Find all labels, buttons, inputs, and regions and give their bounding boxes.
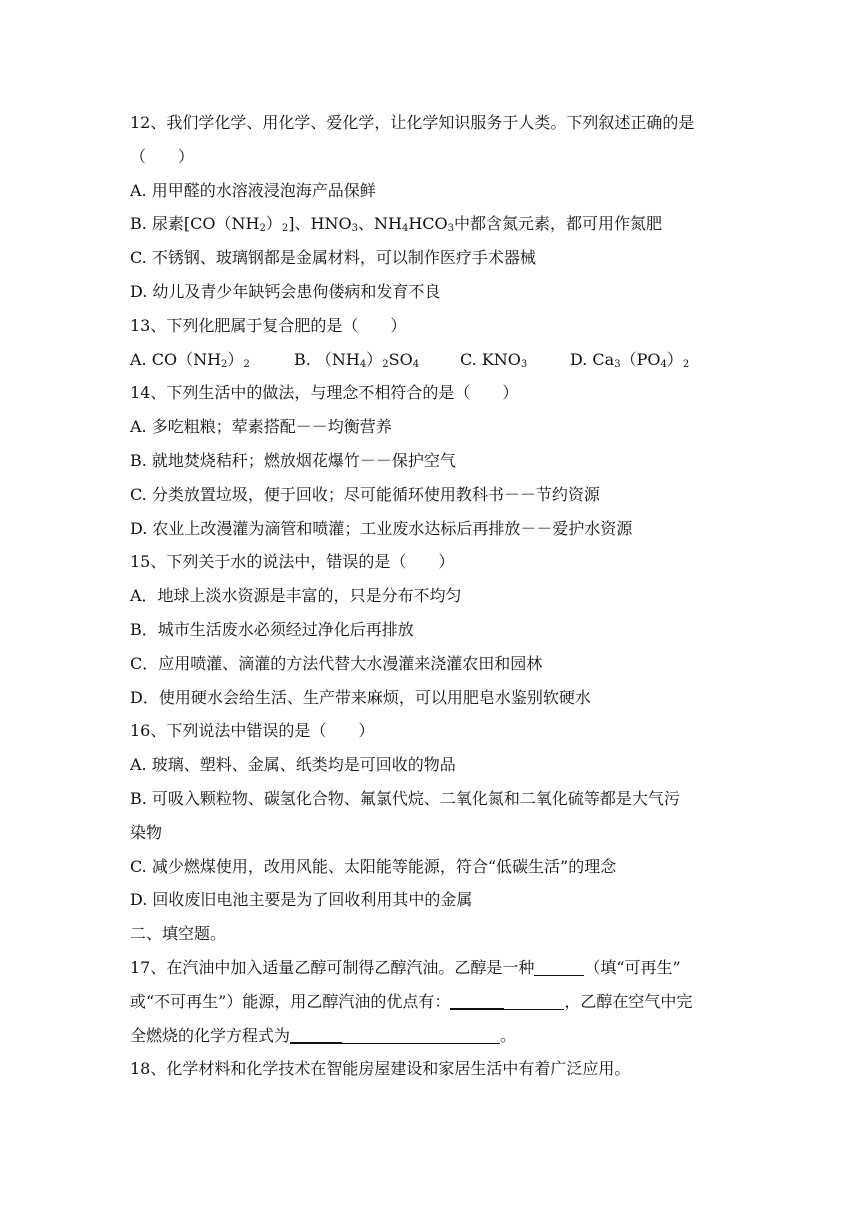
q12-option-d: D. 幼儿及青少年缺钙会患佝偻病和发育不良: [130, 281, 441, 301]
q12-option-a: A. 用甲醛的水溶液浸泡海产品保鲜: [130, 180, 376, 200]
q13-option-b: B. $(NH_4)_2SO_4$: [294, 349, 420, 370]
q17-blank-3a[interactable]: [290, 1026, 342, 1044]
q16-option-a: A. 玻璃、塑料、金属、纸类均是可回收的物品: [130, 755, 456, 775]
q13-option-d: D. $Ca_3(PO_4)_2$: [570, 349, 690, 370]
q14-option-d: D. 农业上改漫灌为滴管和喷灌；工业废水达标后再排放－－爱护水资源: [130, 518, 633, 538]
q14-option-b: B. 就地焚烧秸秆；燃放烟花爆竹－－保护空气: [130, 450, 456, 470]
q14-option-c: C. 分类放置垃圾，便于回收；尽可能循环使用教科书－－节约资源: [130, 484, 600, 504]
q13-option-c: C. $KNO_3$: [460, 349, 528, 370]
q17-blank-2a[interactable]: [450, 992, 504, 1010]
q12-stem-line2: （ ）: [130, 146, 195, 166]
q16-option-b-line2: 染物: [130, 822, 163, 842]
q13-stem: 13、下列化肥属于复合肥的是（ ）: [130, 315, 407, 335]
q14-option-a: A. 多吃粗粮；荤素搭配－－均衡营养: [130, 417, 392, 437]
q13-options: [130, 343, 730, 377]
q12-stem-line1: 12、我们学化学、用化学、爱化学，让化学知识服务于人类。下列叙述正确的是: [130, 113, 695, 132]
q16-stem: 16、下列说法中错误的是（ ）: [130, 721, 375, 741]
q15-option-a: A．地球上淡水资源是丰富的，只是分布不均匀: [130, 586, 462, 606]
q16-option-c: C. 减少燃煤使用，改用风能、太阳能等能源，符合“低碳生活”的理念: [130, 856, 617, 876]
q17-blank-2b[interactable]: [504, 993, 564, 1010]
q12-option-b: B. 尿素$[CO(NH_2)_2]$、$HNO_3$、$NH_4HCO_3$中都含氮元素，都可用作氮肥: [130, 214, 663, 235]
q15-option-c: C．应用喷灌、滴灌的方法代替大水漫灌来浇灌农田和园林: [130, 653, 543, 673]
q15-option-b: B．城市生活废水必须经过净化后再排放: [130, 619, 414, 639]
q12-option-c: C. 不锈钢、玻璃钢都是金属材料，可以制作医疗手术器械: [130, 248, 536, 268]
q15-option-d: D．使用硬水会给生活、生产带来麻烦，可以用肥皂水鉴别软硬水: [130, 687, 591, 707]
q15-stem: 15、下列关于水的说法中，错误的是（ ）: [130, 552, 455, 572]
q17-line1: 17、在汽油中加入适量乙醇可制得乙醇汽油。乙醇是一种 （填“可再生”: [130, 957, 681, 977]
question-content: [130, 106, 730, 1086]
q16-option-b-line1: B. 可吸入颗粒物、碳氢化合物、氟氯代烷、二氧化氮和二氧化硫等都是大气污: [130, 788, 680, 808]
q14-stem: 14、下列生活中的做法，与理念不相符合的是（ ）: [130, 383, 519, 403]
q17-blank-1[interactable]: [534, 959, 584, 976]
q17-blank-3b[interactable]: [342, 1027, 500, 1044]
q13-option-a: A. $CO(NH_2)_2$: [130, 349, 250, 370]
q17-line2: 或“不可再生”）能源，用乙醇汽油的优点有： ，乙醇在空气中完: [130, 991, 693, 1011]
q18-stem: 18、化学材料和化学技术在智能房屋建设和家居生活中有着广泛应用。: [130, 1059, 631, 1079]
section-heading-fill-in: 二、填空题。: [130, 924, 227, 944]
q17-line3: 全燃烧的化学方程式为 。: [130, 1025, 517, 1045]
q16-option-d: D. 回收废旧电池主要是为了回收利用其中的金属: [130, 890, 473, 910]
